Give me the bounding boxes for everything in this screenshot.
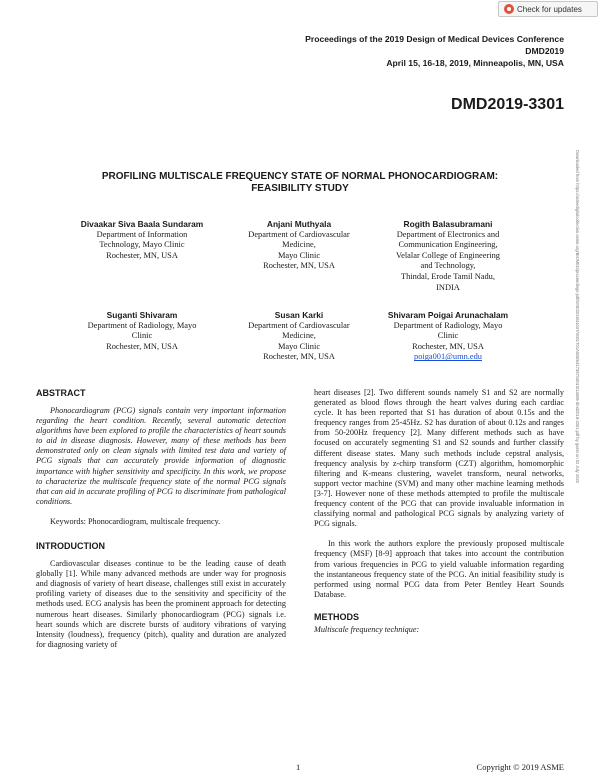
author-affiliation: Mayo Clinic bbox=[277, 341, 321, 351]
author-location: Rochester, MN, USA bbox=[263, 352, 335, 362]
author-affiliation: Medicine, bbox=[282, 331, 316, 341]
author-country: INDIA bbox=[436, 282, 460, 292]
right-column bbox=[314, 388, 564, 635]
author-location: Thindal, Erode Tamil Nadu, bbox=[401, 271, 495, 281]
author-name: Shivaram Poigai Arunachalam bbox=[387, 310, 509, 320]
author-affiliation: Department of Electronics and bbox=[396, 229, 500, 239]
paper-id: DMD2019-3301 bbox=[451, 96, 564, 113]
author-affiliation: Clinic bbox=[131, 331, 153, 341]
author-affiliation: Department of Cardiovascular bbox=[248, 229, 350, 239]
author-affiliation: and Technology, bbox=[420, 261, 476, 271]
author-affiliation: Velalar College of Engineering bbox=[396, 250, 500, 260]
introduction-text: Cardiovascular diseases continue to be the leading cause of death globally [1]. While many advanced methods are under way for prognosis and diagnosis of variety of heart disease, challenges still exist in accurately profiling variety of diseases due to the sensitivity and specificity of the methods used. ECG analysis has been the prominent approach for detecting numerous heart diseases. Similarly phonocardiogram (PCG) signals i.e. heart sounds which are discrete bursts of auditory vibrations of varying Intensity (loudness), frequency (pitch), quality and duration are analyzed for diagnosing variety of bbox=[36, 559, 286, 649]
check-for-updates-badge[interactable] bbox=[498, 1, 598, 17]
author-affiliation: Technology, Mayo Clinic bbox=[99, 240, 185, 250]
conference-title: Proceedings of the 2019 Design of Medical Devices Conference bbox=[305, 34, 564, 44]
author-location: Rochester, MN, USA bbox=[412, 341, 484, 351]
author-email-link[interactable]: poiga001@umn.edu bbox=[414, 352, 482, 362]
author-block bbox=[375, 310, 521, 363]
conference-short: DMD2019 bbox=[525, 46, 564, 56]
author-affiliation: Department of Radiology, Mayo bbox=[87, 320, 197, 330]
abstract-heading: ABSTRACT bbox=[36, 388, 86, 398]
badge-label: Check for updates bbox=[517, 4, 582, 14]
author-name: Susan Karki bbox=[274, 310, 324, 320]
author-location: Rochester, MN, USA bbox=[106, 341, 178, 351]
paper-title bbox=[60, 171, 540, 195]
author-name: Divaakar Siva Baala Sundaram bbox=[80, 219, 204, 229]
page-number: 1 bbox=[296, 762, 301, 772]
author-affiliation: Department of Information bbox=[96, 229, 188, 239]
left-column bbox=[36, 388, 286, 650]
download-note-text: Downloaded from https://asmedigitalcollection.asme.org/BIOMED/proceedings-pdf/DMD2019/41037/V001T01A008/6417387/v001t01a008-dmd2019-3301.pdf by guest on 02 July 2020 bbox=[575, 150, 580, 483]
right-paragraph-2: In this work the authors explore the previously proposed multiscale frequency (MSF) [8-9] approach that takes into account the contribution from various frequencies in PCG to yield valuable information regarding the instantaneous frequency state of the PCG. An initial feasibility study is performed using normal PCG data from Peter Bentley Heart Sounds Database. bbox=[314, 539, 564, 599]
author-name: Suganti Shivaram bbox=[106, 310, 178, 320]
abstract-text: Phonocardiogram (PCG) signals contain very important information regarding the heart condition. Recently, several automatic detection algorithms have been explored to profile the characteristics of heart sounds to aid in disease diagnosis. However, many of these methods has been demonstrated only on clean signals with limited test data and variety of PCG signals that can accurately provide information of diagnostic importance with higher sensitivity and specificity. In this work, we propose to characterize the multiscale frequency state of the normal PCG signals that can aid in accurate profiling of PCG to discriminate from pathological conditions. bbox=[36, 406, 286, 506]
author-affiliation: Clinic bbox=[437, 331, 459, 341]
methods-heading: METHODS bbox=[314, 611, 359, 622]
title-line-1: PROFILING MULTISCALE FREQUENCY STATE OF NORMAL PHONOCARDIOGRAM: bbox=[101, 171, 499, 182]
keywords: Keywords: Phonocardiogram, multiscale frequency. bbox=[50, 516, 221, 526]
author-location: Rochester, MN, USA bbox=[106, 250, 178, 260]
author-name: Rogith Balasubramani bbox=[403, 219, 493, 229]
methods-subheading: Multiscale frequency technique: bbox=[314, 624, 420, 634]
author-affiliation: Communication Engineering, bbox=[398, 240, 498, 250]
right-paragraph-1: heart diseases [2]. Two different sounds namely S1 and S2 are normally generated as blood flows through the heart valves during each cardiac cycle. It has been reported that S1 has duration of about 0.15s and the frequency ranges from 25-45Hz. S2 has duration of about 0.12s and ranges from 50-200Hz frequency [2]. Many different methods such as have focused on accurately segmenting S1 and S2 sounds and further classify different disease states. Many such methods include cepstral analysis, frequency analysis by z-chirp transform (CZT) algorithm, homomorphic filtering and K-means clustering, wavelet transform, neural networks, support vector machine (SVM) and many other machine learning methods [3-7]. However none of these methods attempted to profile the multiscale frequency content of the PCG that can provide invaluable information in classifying normal and pathological PCG signals by analyzing variety of PCG signals. bbox=[314, 388, 564, 529]
author-affiliation: Department of Radiology, Mayo bbox=[393, 320, 503, 330]
author-affiliation: Mayo Clinic bbox=[277, 250, 321, 260]
author-block bbox=[375, 219, 521, 293]
author-block bbox=[226, 219, 372, 272]
download-note bbox=[572, 150, 580, 710]
introduction-heading: INTRODUCTION bbox=[36, 541, 105, 552]
title-line-2: FEASIBILITY STUDY bbox=[251, 183, 349, 194]
author-name: Anjani Muthyala bbox=[266, 219, 332, 229]
update-icon bbox=[504, 4, 514, 14]
author-block bbox=[70, 219, 214, 261]
copyright: Copyright © 2019 ASME bbox=[476, 762, 564, 772]
author-affiliation: Medicine, bbox=[282, 240, 316, 250]
author-location: Rochester, MN, USA bbox=[263, 261, 335, 271]
author-block bbox=[226, 310, 372, 363]
author-affiliation: Department of Cardiovascular bbox=[248, 320, 350, 330]
conference-dates: April 15, 16-18, 2019, Minneapolis, MN, USA bbox=[386, 58, 564, 68]
author-block bbox=[70, 310, 214, 352]
